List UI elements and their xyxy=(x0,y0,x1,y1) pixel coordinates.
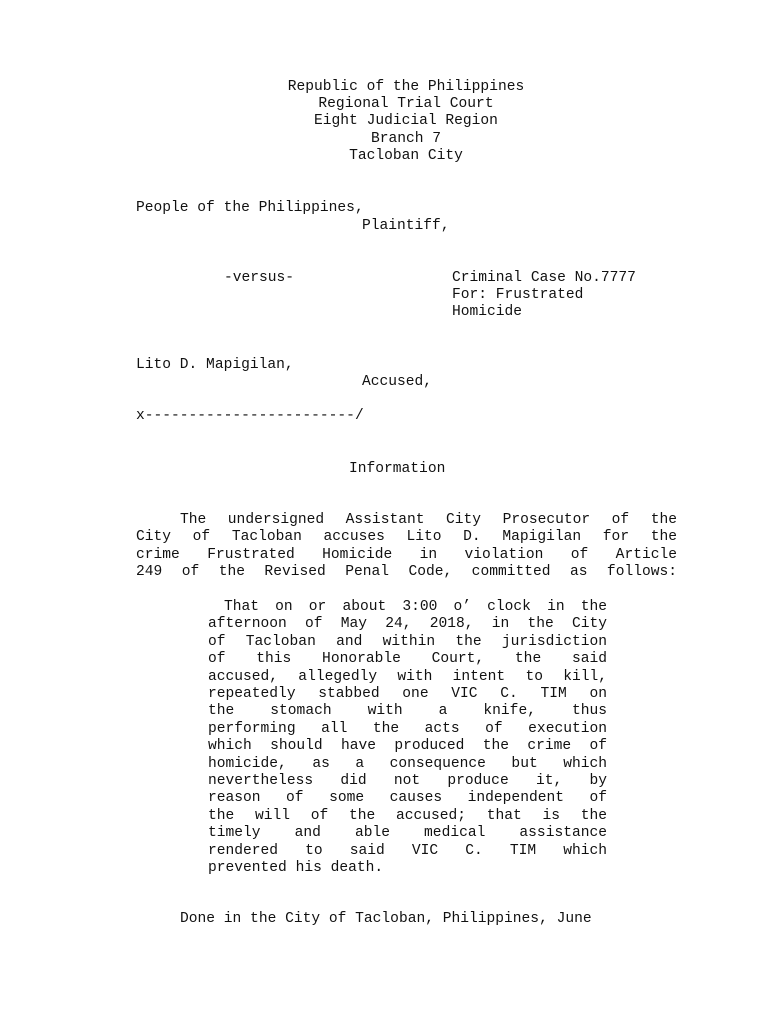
header-region: Eight Judicial Region xyxy=(314,113,498,129)
charge-line: performing all the acts of execution xyxy=(208,720,607,737)
intro-paragraph xyxy=(136,512,677,582)
charge-line: which should have produced the crime of xyxy=(208,738,607,755)
charge-line: of this Honorable Court, the said xyxy=(208,651,607,668)
header-court: Regional Trial Court xyxy=(318,96,494,112)
header-republic: Republic of the Philippines xyxy=(287,79,525,95)
charge-line: timely and able medical assistance xyxy=(208,825,607,842)
plaintiff-role: Plaintiff, xyxy=(362,218,450,234)
caption-separator: x------------------------/ xyxy=(136,408,364,424)
charge-line: prevented his death. xyxy=(208,860,384,877)
case-offense: Homicide xyxy=(452,304,523,320)
intro-line: The undersigned Assistant City Prosecutor of the xyxy=(180,512,677,528)
header-branch: Branch 7 xyxy=(370,131,442,147)
closing-line: Done in the City of Tacloban, Philippines, June xyxy=(180,911,592,927)
plaintiff-name: People of the Philippines, xyxy=(136,200,364,216)
charge-line: nevertheless did not produce it, by xyxy=(208,773,607,790)
charge-line: the stomach with a knife, thus xyxy=(208,703,607,720)
header-city: Tacloban City xyxy=(349,148,463,164)
case-number: Criminal Case No.7777 xyxy=(452,270,636,286)
charge-line: accused, allegedly with intent to kill, xyxy=(208,668,607,685)
accused-role: Accused, xyxy=(362,374,433,390)
charge-line: of Tacloban and within the jurisdiction xyxy=(208,633,607,650)
intro-line: crime Frustrated Homicide in violation of Article xyxy=(136,546,677,563)
intro-line: City of Tacloban accuses Lito D. Mapigilan for the xyxy=(136,529,677,546)
document-title: Information xyxy=(349,461,446,477)
versus-label: -versus- xyxy=(224,270,295,286)
charge-line: That on or about 3:00 o’ clock in the xyxy=(224,599,607,615)
case-for: For: Frustrated xyxy=(452,287,584,303)
charge-line: rendered to said VIC C. TIM which xyxy=(208,842,607,859)
accused-name: Lito D. Mapigilan, xyxy=(136,357,294,373)
charge-line: reason of some causes independent of xyxy=(208,790,607,807)
charge-line: repeatedly stabbed one VIC C. TIM on xyxy=(208,686,607,703)
charge-line: homicide, as a consequence but which xyxy=(208,755,607,772)
charge-line: afternoon of May 24, 2018, in the City xyxy=(208,616,607,633)
charge-line: the will of the accused; that is the xyxy=(208,807,607,824)
charge-paragraph xyxy=(208,599,607,878)
intro-line: 249 of the Revised Penal Code, committed as follows: xyxy=(136,564,677,581)
